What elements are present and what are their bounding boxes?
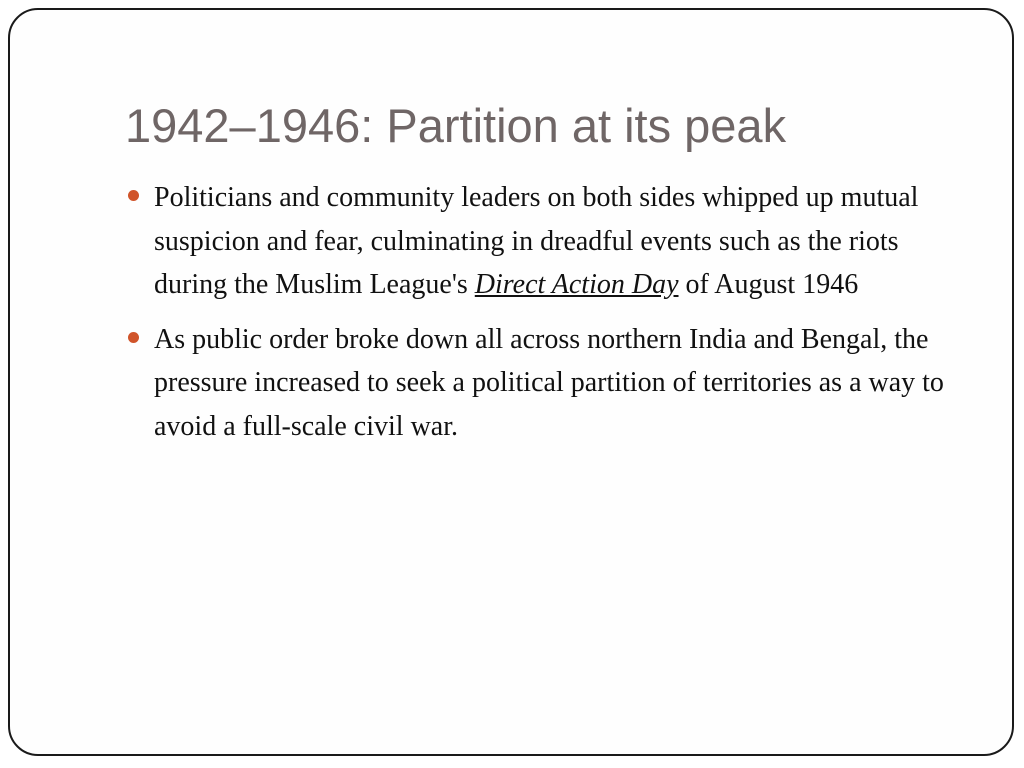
bullet-dot-icon [128,332,139,343]
slide-title: 1942–1946: Partition at its peak [125,99,787,152]
bullet-text-after: of August 1946 [678,269,859,300]
bullet-item-public-order [125,318,965,449]
bullet-text-before: Politicians and community leaders on both sides whipped up mutual suspicion and fear, culminating in dreadful events such as the riots during the Muslim League's [154,182,919,300]
bullet-text: As public order broke down all across northern India and Bengal, the pressure increased to seek a political partition of territories as a way to avoid a full-scale civil war. [154,323,944,442]
bullet-dot-icon [128,190,139,201]
bullet-item-direct-action [125,176,965,307]
bullet-list [125,176,965,459]
direct-action-day-link[interactable]: Direct Action Day [474,269,679,300]
slide-frame [8,8,1014,756]
